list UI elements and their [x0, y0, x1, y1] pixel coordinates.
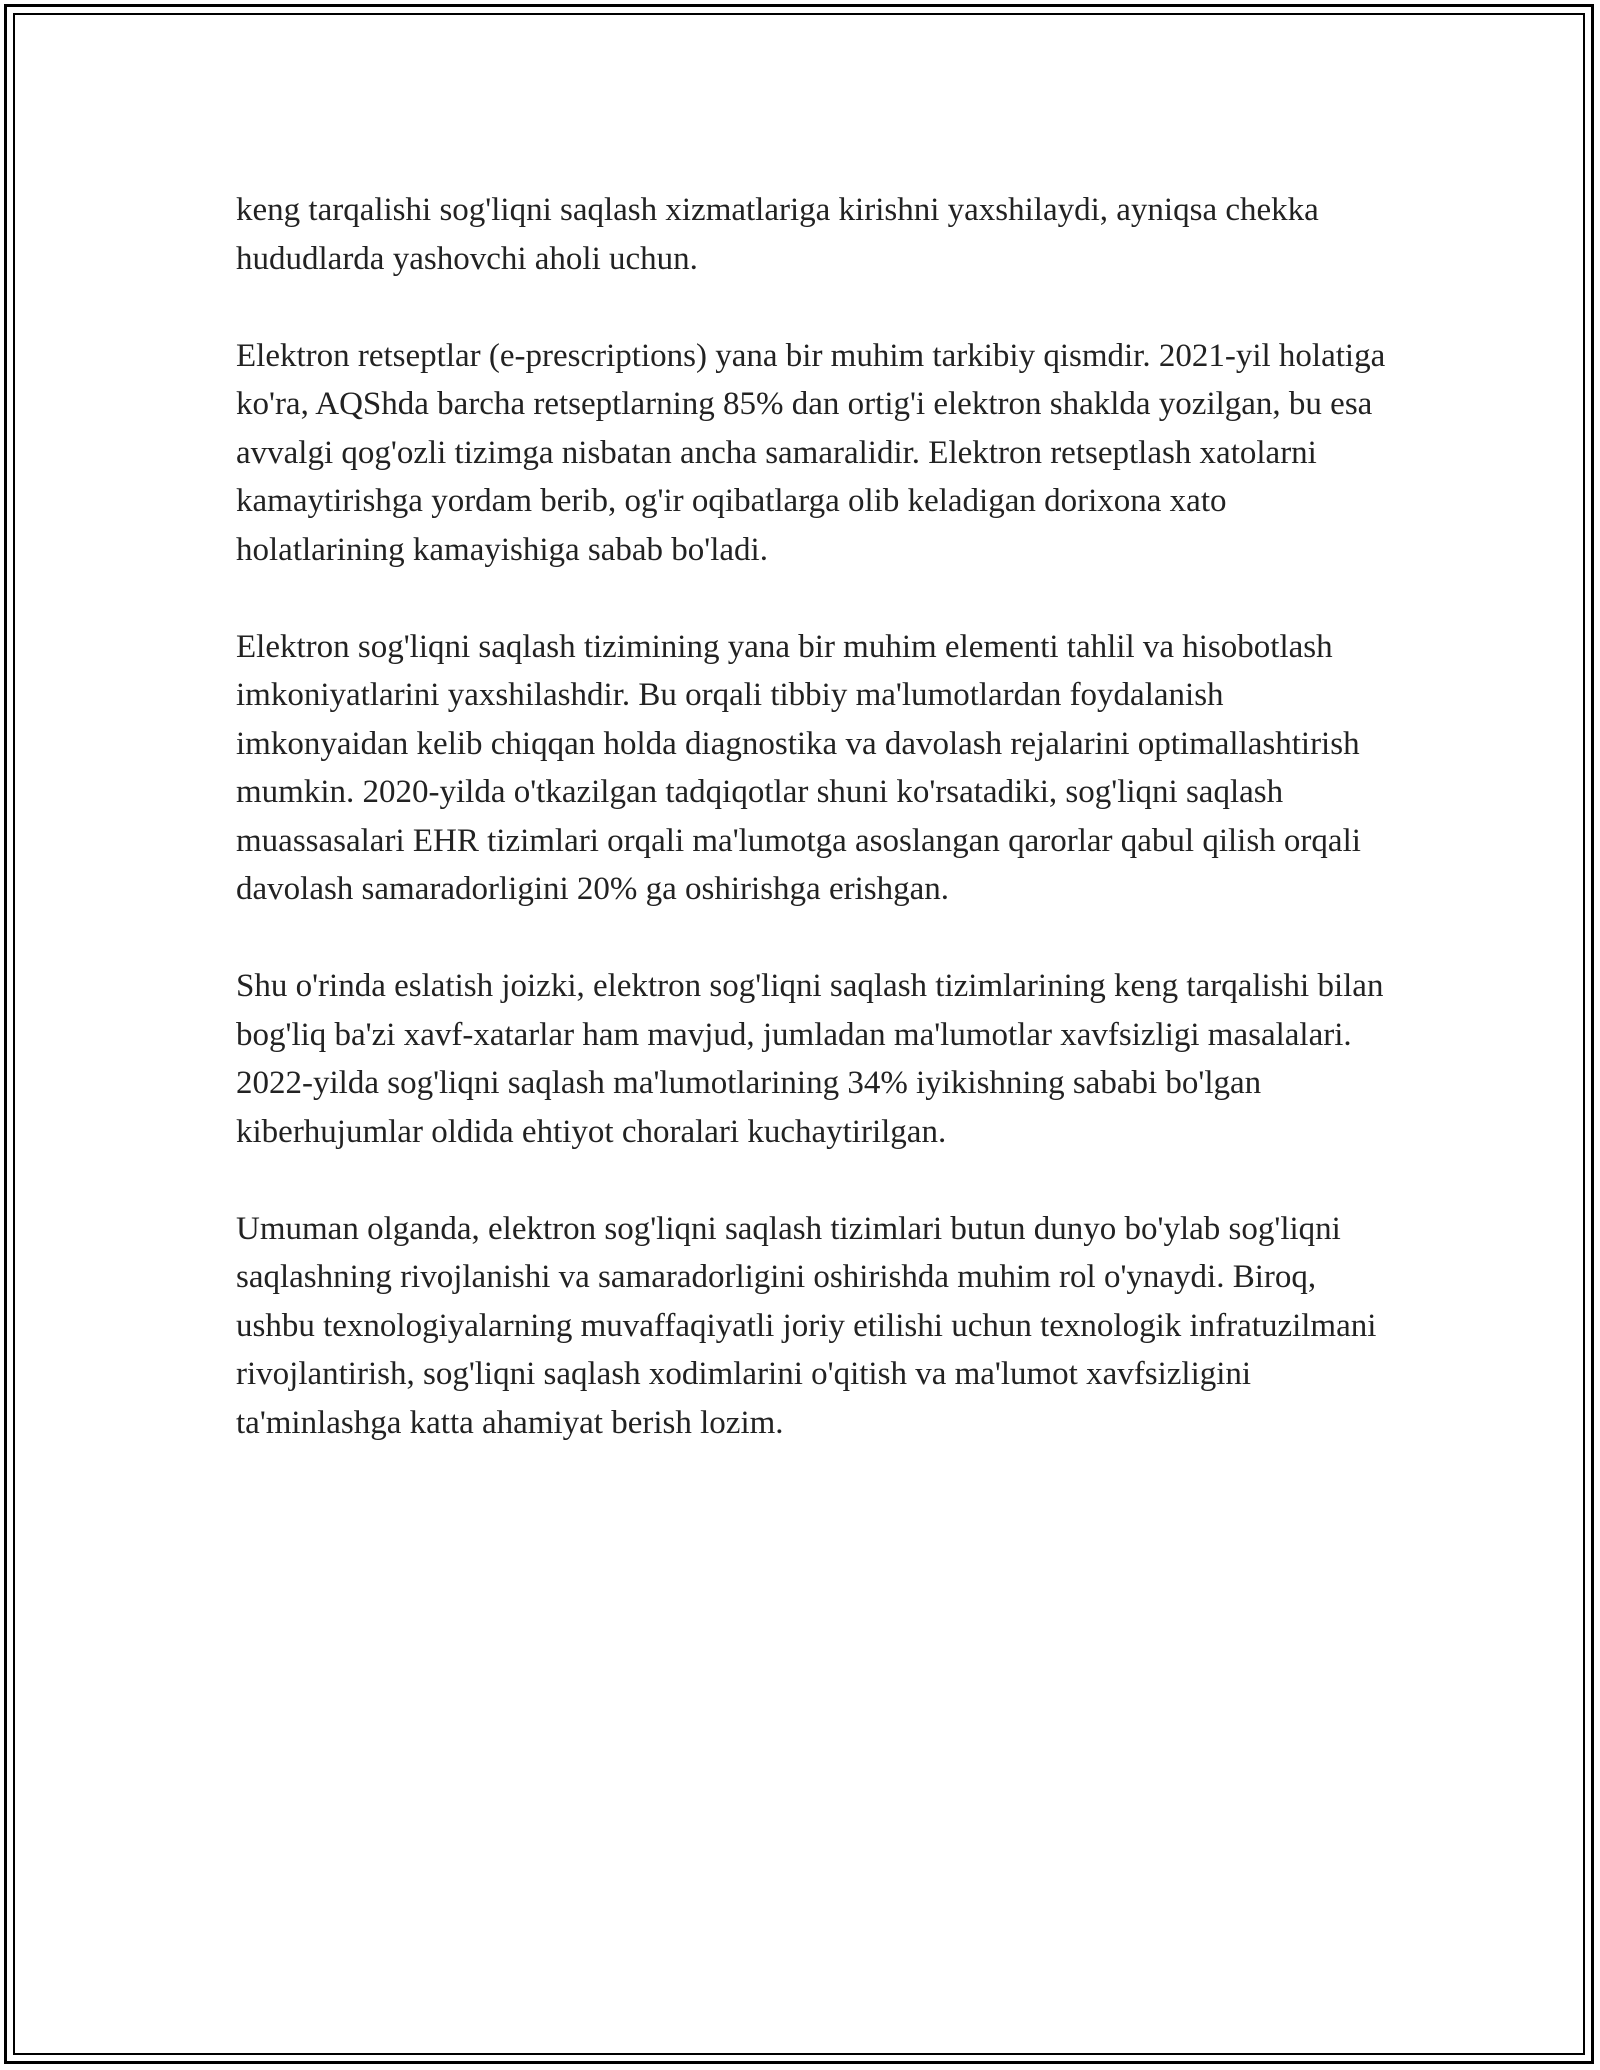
- paragraph-1: keng tarqalishi sog'liqni saqlash xizmatlariga kirishni yaxshilaydi, ayniqsa chekka hududlarda yashovchi aholi uchun.: [236, 192, 1319, 277]
- document-body: [236, 186, 1386, 1496]
- paragraph-5: Umuman olganda, elektron sog'liqni saqlash tizimlari butun dunyo bo'ylab sog'liqni saqlashning rivojlanishi va samaradorligini oshirishda muhim rol o'ynaydi. Biroq, ushbu texnologiyalarning muvaffaqiyatli joriy etilishi uchun texnologik infratuzilmani rivojlantirish, sog'liqni saqlash xodimlarini o'qitish va ma'lumot xavfsizligini ta'minlashga katta ahamiyat berish lozim.: [236, 1210, 1377, 1441]
- paragraph-2: Elektron retseptlar (e-prescriptions) yana bir muhim tarkibiy qismdir. 2021-yil holatiga ko'ra, AQShda barcha retseptlarning 85% dan ortig'i elektron shaklda yozilgan, bu esa avvalgi qog'ozli tizimga nisbatan ancha samaralidir. Elektron retseptlash xatolarni kamaytirishga yordam berib, og'ir oqibatlarga olib keladigan dorixona xato holatlarining kamayishiga sabab bo'ladi.: [236, 337, 1386, 568]
- paragraph-3: Elektron sog'liqni saqlash tizimining yana bir muhim elementi tahlil va hisobotlash imkoniyatlarini yaxshilashdir. Bu orqali tibbiy ma'lumotlardan foydalanish imkonyaidan kelib chiqqan holda diagnostika va davolash rejalarini optimallashtirish mumkin. 2020-yilda o'tkazilgan tadqiqotlar shuni ko'rsatadiki, sog'liqni saqlash muassasalari EHR tizimlari orqali ma'lumotga asoslangan qarorlar qabul qilish orqali davolash samaradorligini 20% ga oshirishga erishgan.: [236, 628, 1361, 907]
- paragraph-4: Shu o'rinda eslatish joizki, elektron sog'liqni saqlash tizimlarining keng tarqalishi bilan bog'liq ba'zi xavf-xatarlar ham mavjud, jumladan ma'lumotlar xavfsizligi masalalari. 2022-yilda sog'liqni saqlash ma'lumotlarining 34% iyikishning sababi bo'lgan kiberhujumlar oldida ehtiyot choralari kuchaytirilgan.: [236, 968, 1384, 1150]
